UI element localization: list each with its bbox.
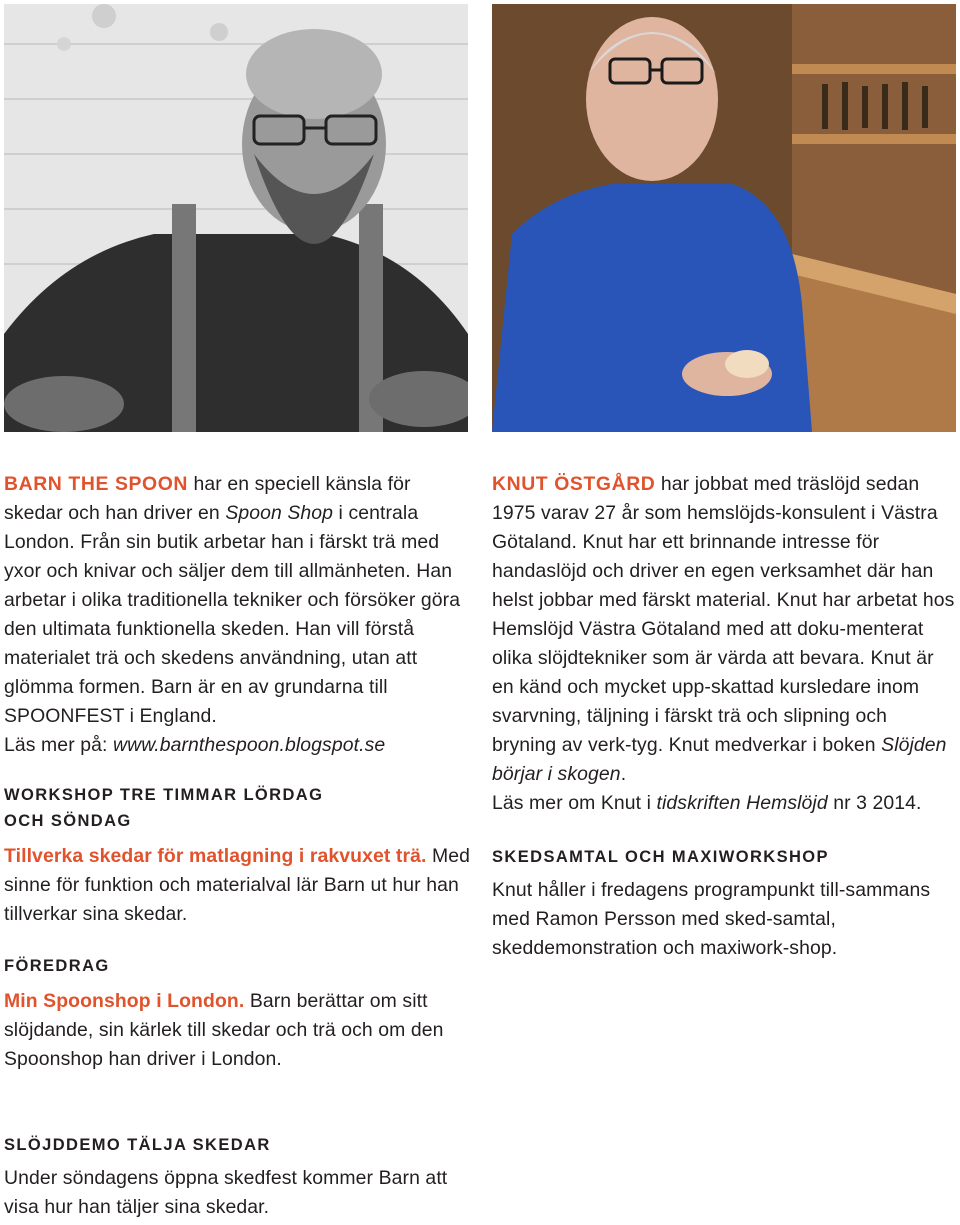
knut-intro-paragraph: KNUT ÖSTGÅRD har jobbat med träslöjd sedan 1975 varav 27 år som hemslöjds-konsulent i Västra Götaland. Knut har ett brinnande intresse för handaslöjd och driver en egen verksamhet där han helst jobbar med färskt material. Knut har arbetat hos Hemslöjd Västra Götaland med att doku-menterat olika slöjdtekniker som är värda att bevara. Knut är en känd och mycket upp-skattad kursledare inom svarvning, täljning i färskt trä och slipning och bryning av verk-tyg. Knut medverkar i boken Slöjden börjar i skogen. Läs mer om Knut i tidskriften Hemslöjd nr 3 2014. — [492, 473, 955, 814]
demo-heading: SLÖJDDEMO TÄLJA SKEDAR — [4, 1136, 271, 1154]
right-column — [492, 470, 956, 963]
workshop-description: Tillverka skedar för matlagning i rakvuxet trä. Med sinne för funktion och materialval lär Barn ut hur han tillverkar sina skedar. — [4, 845, 471, 925]
lecture-subtitle: Min Spoonshop i London. — [4, 990, 245, 1012]
barn-intro-paragraph: BARN THE SPOON har en speciell känsla för skedar och han driver en Spoon Shop i centrala London. Från sin butik arbetar han i färskt trä med yxor och knivar och säljer dem till allmänheten. Han arbetar i olika traditionella tekniker och försöker göra den ultimata funktionella skeden. Han vill förstå materialet trä och skedens användning, utan att glömma formen. Barn är en av grundarna till SPOONFEST i England. Läs mer på: www.barnthespoon.blogspot.se — [4, 473, 461, 756]
maxiworkshop-description: Knut håller i fredagens programpunkt till-sammans med Ramon Persson med sked-samtal, skeddemonstration och maxiwork-shop. — [492, 879, 931, 959]
person-name-knut: KNUT ÖSTGÅRD — [492, 473, 656, 495]
portrait-photo-icon — [4, 4, 468, 432]
lecture-heading: FÖREDRAG — [4, 957, 110, 975]
workshop-heading: WORKSHOP TRE TIMMAR LÖRDAG OCH SÖNDAG — [4, 786, 324, 830]
portrait-photo-barn-the-spoon — [4, 4, 468, 432]
workshop-subtitle: Tillverka skedar för matlagning i rakvuxet trä. — [4, 845, 427, 867]
blog-link[interactable]: www.barnthespoon.blogspot.se — [112, 734, 386, 756]
person-name-barn: BARN THE SPOON — [4, 473, 189, 495]
lecture-description: Min Spoonshop i London. Barn berättar om sitt slöjdande, sin kärlek till skedar och trä och om den Spoonshop han driver i London. — [4, 990, 444, 1070]
portrait-photo-knut-ostgard — [492, 4, 956, 432]
demo-description: Under söndagens öppna skedfest kommer Barn att visa hur han täljer sina skedar. — [4, 1167, 448, 1218]
left-column — [4, 470, 474, 1074]
maxiworkshop-heading: SKEDSAMTAL OCH MAXIWORKSHOP — [492, 848, 829, 866]
demo-section — [4, 1132, 474, 1222]
portrait-photo-icon — [492, 4, 956, 432]
